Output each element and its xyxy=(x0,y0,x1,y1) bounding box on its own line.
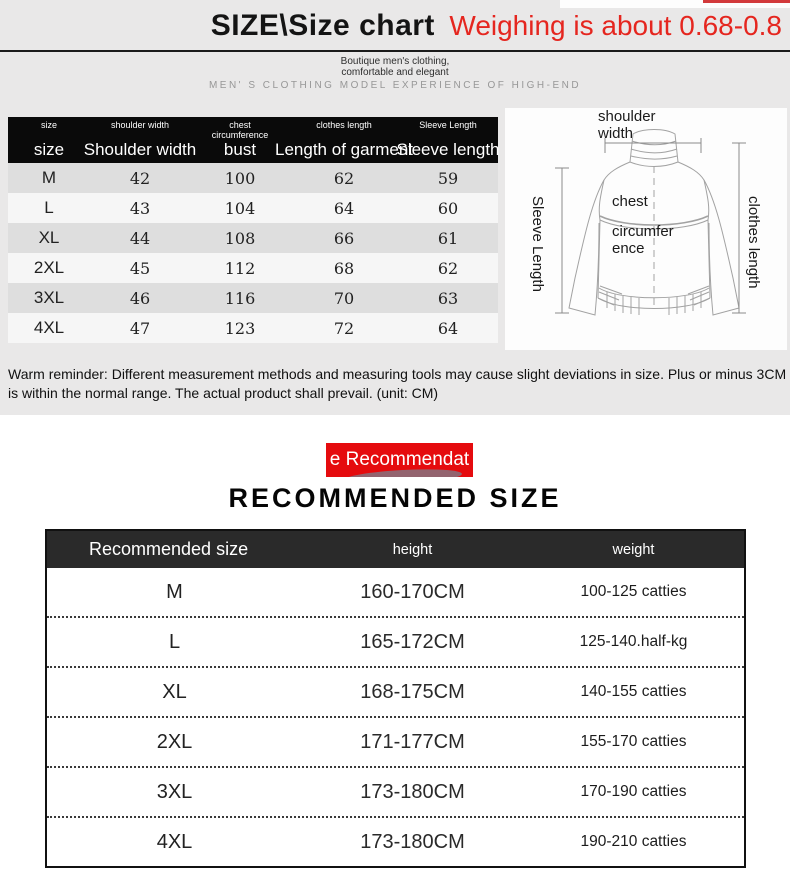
cell-bust: 108 xyxy=(224,228,256,248)
cell-size: 4XL xyxy=(33,318,65,337)
rec-col-size: Recommended size xyxy=(89,539,249,559)
rec-row-2xl xyxy=(47,718,744,768)
cell-length: 66 xyxy=(333,228,355,248)
size-recommendation-banner xyxy=(326,443,473,477)
cell-bust: 112 xyxy=(224,258,256,278)
cell-size: M xyxy=(41,168,57,187)
cell-shoulder: 45 xyxy=(129,258,151,278)
rec-col-height: height xyxy=(392,541,433,558)
label-sleeve-length: Sleeve Length xyxy=(529,196,546,292)
cell-bust: 123 xyxy=(224,318,256,338)
cell-size: L xyxy=(44,198,54,217)
col-sub-sleeve: Sleeve Length xyxy=(419,120,477,130)
cell-bust: 100 xyxy=(224,168,256,188)
rec-cell-weight: 140-155 catties xyxy=(580,683,687,700)
recommended-size-heading: RECOMMENDED SIZE xyxy=(228,483,562,513)
cell-shoulder: 44 xyxy=(129,228,151,248)
cell-shoulder: 42 xyxy=(129,168,151,188)
rec-table-header xyxy=(47,531,744,568)
rec-cell-weight: 100-125 catties xyxy=(580,583,687,600)
col-header-shoulder xyxy=(83,117,197,163)
cell-length: 62 xyxy=(333,168,355,188)
cell-sleeve: 64 xyxy=(437,318,459,338)
size-row-xl xyxy=(8,223,498,253)
rec-cell-height: 160-170CM xyxy=(360,580,465,603)
rec-cell-size: 3XL xyxy=(156,780,193,803)
label-chest: chest xyxy=(612,193,648,210)
cell-shoulder: 47 xyxy=(129,318,151,338)
col-header-length xyxy=(275,117,413,163)
tagline-line2: comfortable and elegant xyxy=(341,67,449,78)
cell-length: 72 xyxy=(333,318,355,338)
jacket-measurement-diagram xyxy=(505,108,787,350)
rec-cell-size: M xyxy=(166,580,183,603)
rec-row-4xl xyxy=(47,818,744,866)
rec-cell-weight: 190-210 catties xyxy=(580,833,687,850)
cell-size: XL xyxy=(38,228,60,247)
rec-row-l xyxy=(47,618,744,668)
size-row-3xl xyxy=(8,283,498,313)
label-shoulder-width: shoulder width xyxy=(598,108,656,142)
title-divider xyxy=(0,50,790,52)
size-table-header xyxy=(8,117,498,163)
rec-cell-size: 4XL xyxy=(156,830,193,853)
cell-shoulder: 46 xyxy=(129,288,151,308)
cell-shoulder: 43 xyxy=(129,198,151,218)
cell-size: 3XL xyxy=(33,288,65,307)
col-main-sleeve: Sleeve length xyxy=(396,140,500,159)
rec-row-xl xyxy=(47,668,744,718)
col-sub-size: size xyxy=(40,120,57,130)
col-main-bust: bust xyxy=(223,140,257,159)
col-main-size: size xyxy=(33,140,65,159)
rec-row-3xl xyxy=(47,768,744,818)
col-main-length: Length of garment xyxy=(275,140,413,159)
rec-cell-size: 2XL xyxy=(156,730,193,753)
label-chest-circumference: circumference xyxy=(612,223,674,257)
col-sub-shoulder: shoulder width xyxy=(110,120,170,130)
cell-sleeve: 62 xyxy=(437,258,459,278)
rec-cell-weight: 125-140.half-kg xyxy=(579,633,688,650)
cell-sleeve: 63 xyxy=(437,288,459,308)
rec-cell-weight: 155-170 catties xyxy=(580,733,687,750)
top-section xyxy=(0,0,790,415)
page-title xyxy=(211,9,782,43)
col-sub-bust: chest circumference xyxy=(211,120,269,140)
page-title-red: Weighing is about 0.68-0.8 xyxy=(449,10,782,41)
col-header-sleeve xyxy=(398,117,498,163)
recommended-size-table xyxy=(45,529,746,868)
col-main-shoulder: Shoulder width xyxy=(83,140,197,159)
rec-cell-size: XL xyxy=(162,680,187,703)
size-row-4xl xyxy=(8,313,498,343)
cell-size: 2XL xyxy=(33,258,65,277)
cell-bust: 116 xyxy=(224,288,256,308)
size-row-2xl xyxy=(8,253,498,283)
cell-length: 64 xyxy=(333,198,355,218)
rec-cell-height: 171-177CM xyxy=(360,730,465,753)
rec-cell-size: L xyxy=(168,630,181,653)
rec-cell-height: 168-175CM xyxy=(360,680,465,703)
size-measurements-table xyxy=(8,117,498,343)
size-row-m xyxy=(8,163,498,193)
cell-length: 70 xyxy=(333,288,355,308)
tagline-caps: MEN' S CLOTHING MODEL EXPERIENCE OF HIGH-END xyxy=(208,80,582,91)
label-clothes-length: clothes length xyxy=(745,196,762,289)
rec-cell-weight: 170-190 catties xyxy=(580,783,687,800)
cell-sleeve: 60 xyxy=(437,198,459,218)
tagline-line1: Boutique men's clothing, xyxy=(340,56,450,67)
rec-row-m xyxy=(47,568,744,618)
top-red-sliver xyxy=(703,0,790,3)
cell-sleeve: 59 xyxy=(437,168,459,188)
col-sub-length: clothes length xyxy=(316,120,372,130)
rec-col-weight: weight xyxy=(612,541,655,558)
rec-cell-height: 173-180CM xyxy=(360,830,465,853)
cell-sleeve: 61 xyxy=(437,228,459,248)
banner-text: e Recommendat xyxy=(329,449,470,470)
col-header-size xyxy=(8,117,90,163)
page-title-black: SIZE\Size chart xyxy=(210,9,435,42)
rec-cell-height: 165-172CM xyxy=(360,630,465,653)
cell-bust: 104 xyxy=(224,198,256,218)
warm-reminder-text: Warm reminder: Different measurement methods and measuring tools may cause slight deviations in size. Plus or minus 3CM is within the normal range. The actual product shall prevail. (unit: CM) xyxy=(8,366,787,401)
size-row-l xyxy=(8,193,498,223)
cell-length: 68 xyxy=(333,258,355,278)
tagline xyxy=(0,56,790,78)
rec-cell-height: 173-180CM xyxy=(360,780,465,803)
